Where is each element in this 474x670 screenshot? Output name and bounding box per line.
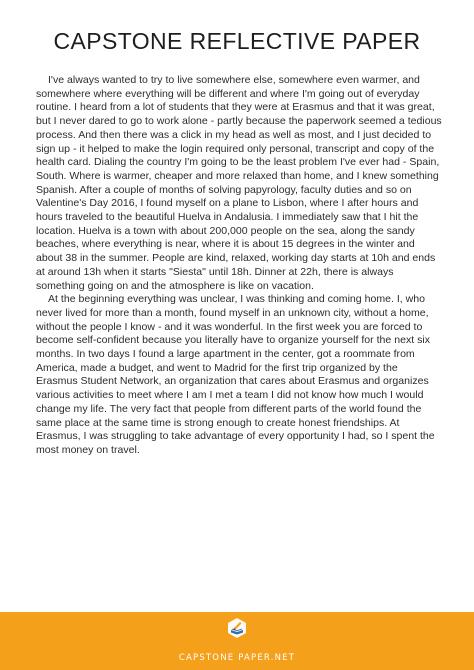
paragraph: I've always wanted to try to live somewhere else, somewhere even warmer, and somewhere where everything will be different and where I'm going out of everyday routine. I heard from a lot of students that they were at Erasmus and that it was great, but I never dared to go to work alone - partly because the paperwork seemed a tedious process. And then there was a click in my head as well as most, and I just decided to sign up - it helped to make the login required only personal, transcript and copy of the health card. Dialing the country I'm going to be the least problem I've ever had - Spain, South. Where is warmer, cheaper and more relaxed than home, and I knew something Spanish. After a couple of months of solving papyrology, faculty duties and so on Valentine's Day 2016, I found myself on a plane to Lisbon, where I after hours and hours traveled to the beautiful Huelva in Andalusia. I immediately saw that I hit the location. Huelva is a town with about 200,000 people on the sea, along the sandy beaches, where everything is near, where it is about 15 degrees in the winter and about 38 in the summer. People are kind, relaxed, working day starts at 10h and ends at around 13h when it starts "Siesta" until 18h. Dinner at 22h, there is always something going on and the atmosphere is like on vacation. xyxy=(36,74,442,292)
page-title: CAPSTONE REFLECTIVE PAPER xyxy=(53,28,421,54)
document-body xyxy=(36,74,442,458)
book-pen-icon xyxy=(226,617,248,639)
site-label: CAPSTONE PAPER.NET xyxy=(178,653,296,663)
paragraph: At the beginning everything was unclear, I was thinking and coming home. I, who never lived for more than a month, found myself in an unknown city, without a home, without the people I know - and it was wonderful. In the first week you are forced to become self-confident because you literally have to organize yourself for the next six months. In two days I found a large apartment in the center, got a roommate from America, made a budget, and went to Madrid for the first trip organized by the Erasmus Student Network, an organization that cares about Erasmus and organizes various activities to meet where I am I met a team I did not know how much I would change my life. The very fact that people from different parts of the world found the same place at the same time is strong enough to create honest friendships. At Erasmus, I was struggling to take advantage of every opportunity I had, so I spent the most money on travel. xyxy=(36,293,435,456)
